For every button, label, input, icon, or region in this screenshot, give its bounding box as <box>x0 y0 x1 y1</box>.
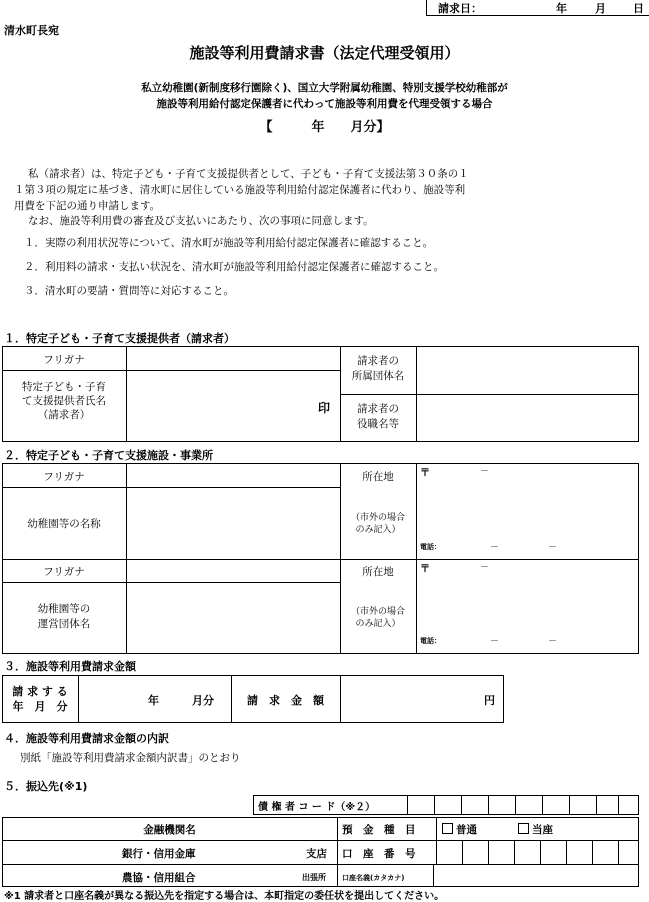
billing-amount-field[interactable] <box>341 676 503 722</box>
provider-furigana-field[interactable] <box>127 347 339 369</box>
kinder-name-label: 幼稚園等の名称 <box>27 518 101 530</box>
kinder-postal-dash: － <box>480 467 490 477</box>
intro-line4: なお、施設等利用費の審査及び支払いにあたり、次の事項に同意します。 <box>28 215 374 227</box>
bank-credit-label: 銀行・信用金庫 <box>122 848 196 860</box>
section5-heading: ５．振込先(※1) <box>4 780 88 793</box>
provider-name-label: 特定子ども・子育 て支援提供者氏名 （請求者） <box>22 381 106 421</box>
account-number-field[interactable] <box>437 841 638 863</box>
kinder-phone-dash2: － <box>548 543 558 553</box>
request-date-label: 請求日： <box>438 2 482 15</box>
subtitle-line1: 私立幼稚園(新制度移行園除く)、国立大学附属幼稚園、特別支援学校幼稚部が <box>141 82 508 94</box>
footnote: ※1 請求者と口座名義が異なる振込先を指定する場合は、本町指定の委任状を提出してください。 <box>4 891 445 902</box>
consent-item-3: ３．清水町の要請・質問等に対応すること。 <box>24 285 234 297</box>
billing-period: 【 年 月分】 <box>259 120 390 135</box>
operator-phone-dash1: － <box>490 637 500 647</box>
operator-furigana-label: フリガナ <box>43 566 85 578</box>
branch-label: 支店 <box>306 848 327 860</box>
title-label: 請求者の 役職名等 <box>357 403 399 430</box>
title-field[interactable] <box>417 395 638 441</box>
section2-heading: ２．特定子ども・子育て支援施設・事業所 <box>4 449 213 462</box>
seal-mark: 印 <box>318 401 331 415</box>
kinder-phone-label: 電話： <box>420 543 441 551</box>
account-holder-field[interactable] <box>434 865 638 886</box>
operator-postal-mark: 〒 <box>420 564 430 575</box>
kinder-name-field[interactable] <box>127 488 339 558</box>
operator-location-label: 所在地 <box>362 566 394 578</box>
consent-item-1: １．実際の利用状況等について、清水町が施設等利用給付認定保護者に確認すること。 <box>24 237 434 249</box>
kinder-outside-note: （市外の場合 のみ記入） <box>350 513 405 535</box>
operator-phone-label: 電話： <box>420 637 441 645</box>
org-name-field[interactable] <box>417 347 638 393</box>
deposit-type-label: 預 金 種 目 <box>342 824 416 836</box>
request-year: 年 <box>556 2 567 15</box>
intro-line3: 用費を下記の通り申請します。 <box>14 200 161 212</box>
kinder-location-label: 所在地 <box>362 471 394 483</box>
ordinary-check-icon <box>442 823 453 834</box>
operator-phone-dash2: － <box>548 637 558 647</box>
kinder-furigana-field[interactable] <box>127 464 339 486</box>
section3-heading: ３．施設等利用費請求金額 <box>4 660 136 673</box>
operator-address-field[interactable] <box>417 560 638 630</box>
request-month: 月 <box>595 2 606 15</box>
section4-heading: ４．施設等利用費請求金額の内訳 <box>4 732 169 745</box>
provider-name-field[interactable] <box>127 371 339 441</box>
intro-line1: 私（請求者）は、特定子ども・子育て支援提供者として、子ども・子育て支援法第３０条の１ <box>28 168 469 180</box>
operator-name-label: 幼稚園等の 運営団体名 <box>37 603 91 630</box>
operator-furigana-field[interactable] <box>127 560 339 581</box>
current-label: 当座 <box>532 824 553 836</box>
creditor-code-label: 債 権 者 コ ー ド（※２） <box>258 802 376 813</box>
addressee: 清水町長宛 <box>4 24 59 37</box>
section1-heading: １．特定子ども・子育て支援提供者（請求者） <box>4 332 235 345</box>
operator-name-field[interactable] <box>127 583 339 653</box>
ordinary-label: 普通 <box>456 824 477 836</box>
operator-outside-note: （市外の場合 のみ記入） <box>350 607 405 629</box>
consent-item-2: ２．利用料の請求・支払い状況を、清水町が施設等利用給付認定保護者に確認すること。 <box>24 261 444 273</box>
operator-postal-dash: － <box>480 563 490 573</box>
current-checkbox[interactable] <box>518 822 553 837</box>
yen-mark: 円 <box>484 694 495 707</box>
bank-name-header: 金融機関名 <box>143 824 196 836</box>
agri-coop-label: 農協・信用組合 <box>122 872 196 884</box>
account-number-label: 口 座 番 号 <box>342 848 416 860</box>
kinder-postal-mark: 〒 <box>420 468 430 479</box>
office-label: 出張所 <box>302 873 326 882</box>
breakdown-note: 別紙「施設等利用費請求金額内訳書」のとおり <box>20 752 241 764</box>
page-title: 施設等利用費請求書（法定代理受領用） <box>189 44 460 62</box>
billing-amount-label: 請 求 金 額 <box>247 694 324 707</box>
request-day: 日 <box>633 2 644 15</box>
org-name-label: 請求者の 所属団体名 <box>351 355 405 382</box>
creditor-code-field[interactable] <box>408 796 638 814</box>
current-check-icon <box>518 823 529 834</box>
billing-ym-label: 請 求 す る 年 月 分 <box>12 685 68 713</box>
kinder-furigana-label: フリガナ <box>43 471 85 483</box>
intro-line2: １第３項の規定に基づき、清水町に居住している施設等利用給付認定保護者に代わり、施設等利 <box>14 184 466 196</box>
provider-furigana-label: フリガナ <box>43 354 85 366</box>
subtitle-line2: 施設等利用給付認定保護者に代わって施設等利用費を代理受領する場合 <box>156 98 493 110</box>
ordinary-checkbox[interactable] <box>442 822 477 837</box>
billing-ym-value[interactable]: 年 月分 <box>148 694 214 707</box>
kinder-phone-dash1: － <box>490 543 500 553</box>
account-holder-label: 口座名義(カタカナ) <box>342 874 405 882</box>
kinder-address-field[interactable] <box>417 464 638 534</box>
